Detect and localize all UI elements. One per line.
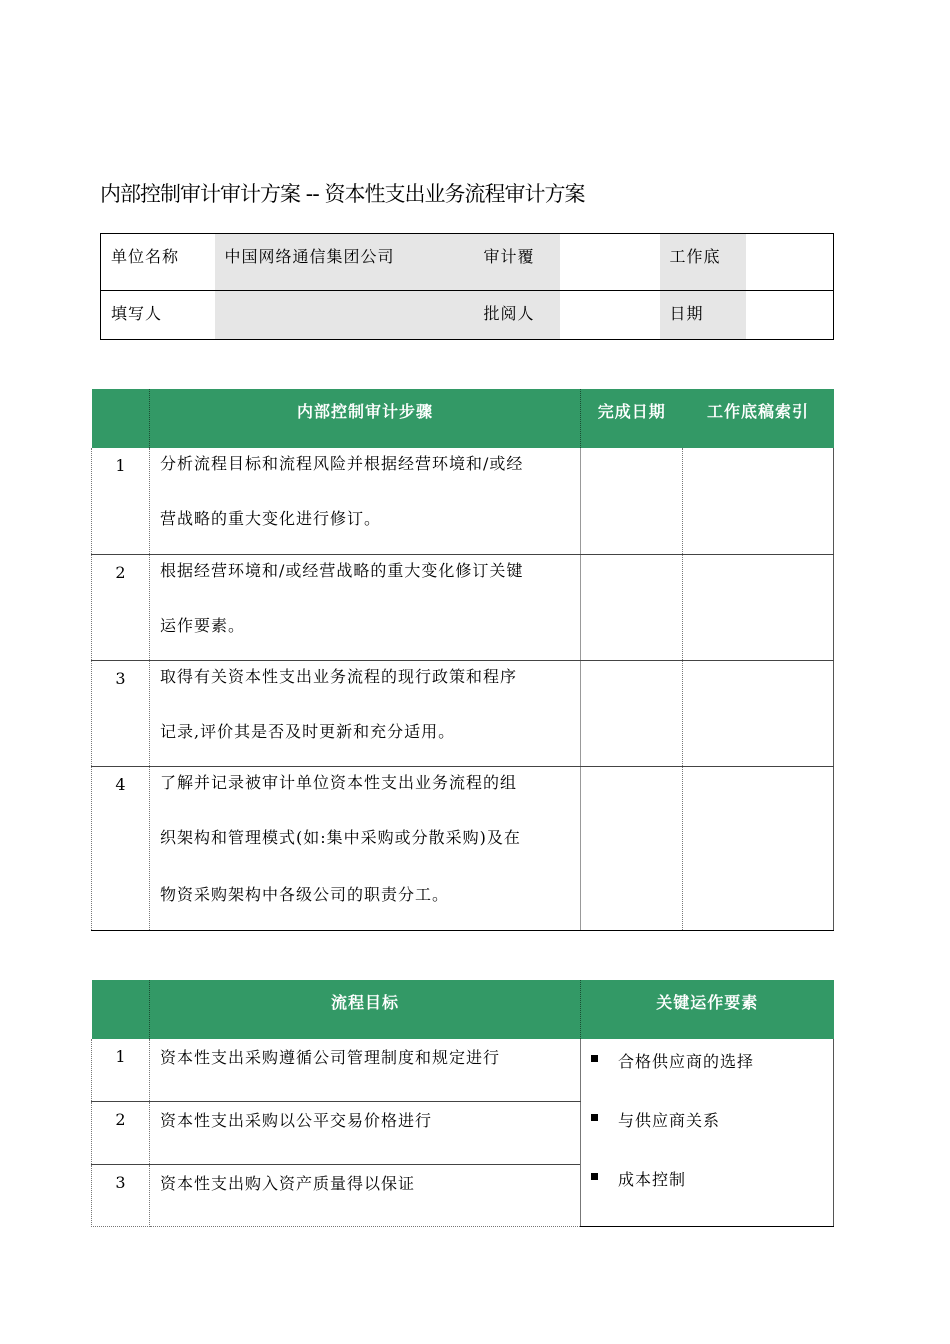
unit-label: 单位名称 xyxy=(101,234,215,291)
step-line: 记录,评价其是否及时更新和充分适用。 xyxy=(160,721,456,741)
process-goals-table xyxy=(91,980,834,1227)
step-line: 营战略的重大变化进行修订。 xyxy=(160,509,382,528)
completion-date-cell[interactable] xyxy=(581,660,683,766)
step-number: 1 xyxy=(92,448,150,554)
step-line: 分析流程目标和流程风险并根据经营环境和/或经 xyxy=(160,454,524,473)
goal-number: 1 xyxy=(92,1039,150,1102)
step-text xyxy=(150,448,581,554)
goal-text: 资本性支出购入资产质量得以保证 xyxy=(150,1164,581,1227)
steps-header-index: 工作底稿索引 xyxy=(683,389,834,448)
filler-value[interactable] xyxy=(215,291,474,340)
step-text xyxy=(150,766,581,930)
audit-steps-table xyxy=(91,389,834,931)
key-elements-cell xyxy=(581,1039,834,1227)
steps-header-step: 内部控制审计步骤 xyxy=(150,389,581,448)
workpaper-value[interactable] xyxy=(746,234,834,291)
goal-number: 2 xyxy=(92,1102,150,1165)
workpaper-index-cell[interactable] xyxy=(683,766,834,930)
step-number: 3 xyxy=(92,660,150,766)
filler-label: 填写人 xyxy=(101,291,215,340)
goal-text: 资本性支出采购以公平交易价格进行 xyxy=(150,1102,581,1165)
element-label: 合格供应商的选择 xyxy=(618,1052,755,1071)
bullet-icon xyxy=(591,1114,598,1121)
goals-header-goal: 流程目标 xyxy=(150,980,581,1039)
step-text xyxy=(150,660,581,766)
reviewer-label: 批阅人 xyxy=(474,291,560,340)
reviewer-value[interactable] xyxy=(560,291,660,340)
date-label: 日期 xyxy=(660,291,746,340)
goals-header-no xyxy=(92,980,150,1039)
steps-header-date: 完成日期 xyxy=(581,389,683,448)
step-line: 物资采购架构中各级公司的职责分工。 xyxy=(160,884,450,904)
step-line: 运作要素。 xyxy=(160,615,246,635)
steps-header-no xyxy=(92,389,150,448)
workpaper-index-cell[interactable] xyxy=(683,554,834,660)
step-line: 织架构和管理模式(如:集中采购或分散采购)及在 xyxy=(160,827,521,847)
table-row xyxy=(92,660,834,766)
goal-number: 3 xyxy=(92,1164,150,1227)
table-row xyxy=(92,1039,834,1102)
info-row-1 xyxy=(101,234,834,291)
bullet-icon xyxy=(591,1173,598,1180)
date-value[interactable] xyxy=(746,291,834,340)
step-line: 根据经营环境和/或经营战略的重大变化修订关键 xyxy=(160,560,524,580)
element-label: 成本控制 xyxy=(618,1170,687,1189)
goals-header-elements: 关键运作要素 xyxy=(581,980,834,1039)
info-table xyxy=(100,233,834,340)
step-number: 4 xyxy=(92,766,150,930)
list-item xyxy=(591,1167,833,1226)
document-title: 内部控制审计审计方案 -- 资本性支出业务流程审计方案 xyxy=(100,182,585,206)
workpaper-index-cell[interactable] xyxy=(683,448,834,554)
element-label: 与供应商关系 xyxy=(618,1111,721,1130)
bullet-icon xyxy=(591,1055,598,1062)
completion-date-cell[interactable] xyxy=(581,766,683,930)
goals-header-row xyxy=(92,980,834,1039)
completion-date-cell[interactable] xyxy=(581,554,683,660)
unit-value[interactable]: 中国网络通信集团公司 xyxy=(215,234,474,291)
goal-text: 资本性支出采购遵循公司管理制度和规定进行 xyxy=(150,1039,581,1102)
completion-date-cell[interactable] xyxy=(581,448,683,554)
list-item xyxy=(591,1108,833,1167)
step-text xyxy=(150,554,581,660)
audit-value[interactable] xyxy=(560,234,660,291)
step-line: 取得有关资本性支出业务流程的现行政策和程序 xyxy=(160,666,518,686)
info-row-2 xyxy=(101,291,834,340)
step-line: 了解并记录被审计单位资本性支出业务流程的组 xyxy=(160,772,518,792)
workpaper-index-cell[interactable] xyxy=(683,660,834,766)
list-item xyxy=(591,1049,833,1108)
table-row xyxy=(92,554,834,660)
steps-header-row xyxy=(92,389,834,448)
step-number: 2 xyxy=(92,554,150,660)
audit-label: 审计覆 xyxy=(474,234,560,291)
workpaper-label: 工作底 xyxy=(660,234,746,291)
table-row xyxy=(92,766,834,930)
table-row xyxy=(92,448,834,554)
